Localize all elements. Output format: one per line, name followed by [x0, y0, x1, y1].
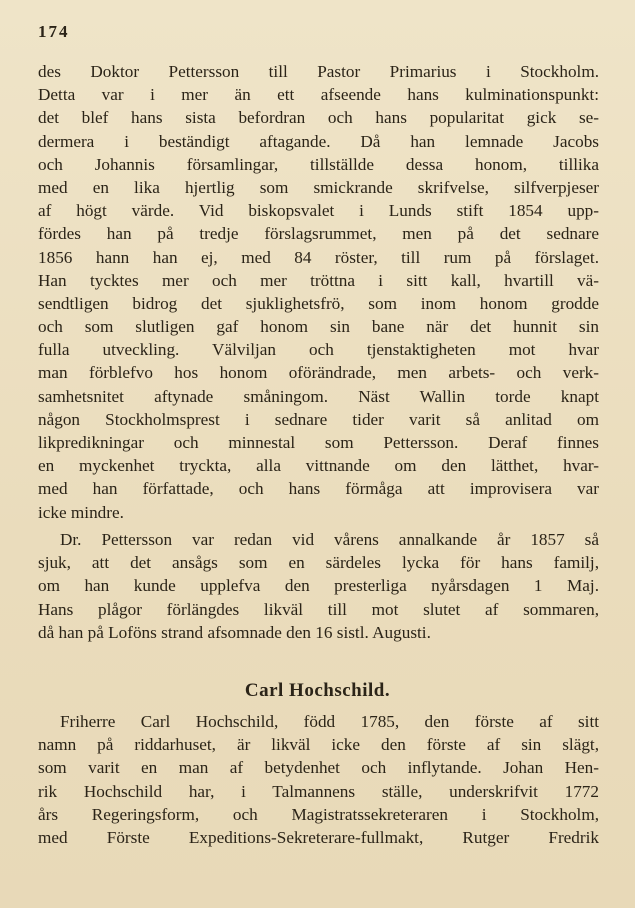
section-heading: Carl Hochschild. [244, 680, 391, 701]
text-line: icke mindre. [38, 502, 124, 522]
text-line: Friherre Carl Hochschild, född 1785, den förste af sitt [60, 712, 599, 731]
text-line: fulla utveckling. Välviljan och tjenstaktigheten mot hvar [38, 340, 599, 360]
text-line: sendtligen bidrog det sjuklighetsfrö, som inom honom grodde [38, 293, 599, 313]
text-line: med Förste Expeditions-Sekreterare-fullmakt, Rutger Fredrik [38, 827, 599, 847]
text-line: man förblefvo hos honom oförändrade, men arbets- och verk- [38, 363, 599, 383]
text-line: rik Hochschild har, i Talmannens ställe, underskrifvit 1772 [38, 781, 599, 801]
paragraph-pettersson-career [38, 60, 599, 524]
text-line: som varit en man af betydenhet och inflytande. Johan Hen- [38, 758, 599, 778]
text-line: med en lika hjertlig som smickrande skrifvelse, silfverpjeser [38, 177, 599, 197]
paragraph-pettersson-death [38, 528, 599, 644]
text-line: sjuk, att det ansågs som en särdeles lycka för hans familj, [38, 553, 599, 573]
paragraph-hochschild [38, 710, 599, 849]
text-line: af högt värde. Vid biskopsvalet i Lunds stift 1854 upp- [38, 201, 599, 221]
text-line: en myckenhet tryckta, alla vittnande om den lätthet, hvar- [38, 456, 599, 476]
text-line: namn på riddarhuset, är likväl icke den förste af sin slägt, [38, 735, 599, 755]
text-line: likpredikningar och minnestal som Pettersson. Deraf finnes [38, 433, 599, 452]
text-line: Dr. Pettersson var redan vid vårens annalkande år 1857 så [60, 530, 599, 549]
text-line: då han på Loföns strand afsomnade den 16 sistl. Augusti. [38, 622, 431, 642]
text-line: och Johannis församlingar, tillställde dessa honom, tillika [38, 154, 599, 174]
text-line: Han tycktes mer och mer tröttna i sitt kall, hvartill vä- [38, 270, 599, 290]
text-line: Detta var i mer än ett afseende hans kulminationspunkt: [38, 85, 599, 105]
text-line: och som slutligen gaf honom sin bane när det hunnit sin [38, 317, 599, 337]
text-line: 1856 hann han ej, med 84 röster, till rum på förslaget. [38, 247, 599, 267]
text-line: med han författade, och hans förmåga att improvisera var [38, 479, 599, 499]
text-line: des Doktor Pettersson till Pastor Primarius i Stockholm. [38, 62, 599, 81]
text-line: om han kunde upplefva den presterliga nyårsdagen 1 Maj. [38, 576, 599, 596]
text-line: dermera i beständigt aftagande. Då han lemnade Jacobs [38, 131, 599, 151]
text-line: samhetsnitet aftynade småningom. Näst Wallin torde knapt [38, 386, 599, 406]
text-line: fördes han på tredje förslagsrummet, men på det sednare [38, 224, 599, 244]
text-line: någon Stockholmsprest i sednare tider varit så anlitad om [38, 409, 599, 429]
page-number: 174 [38, 22, 70, 41]
text-line: Hans plågor förlängdes likväl till mot slutet af sommaren, [38, 599, 599, 619]
text-line: det blef hans sista befordran och hans popularitat gick se- [38, 108, 599, 128]
text-line: års Regeringsform, och Magistratssekreteraren i Stockholm, [38, 804, 599, 824]
